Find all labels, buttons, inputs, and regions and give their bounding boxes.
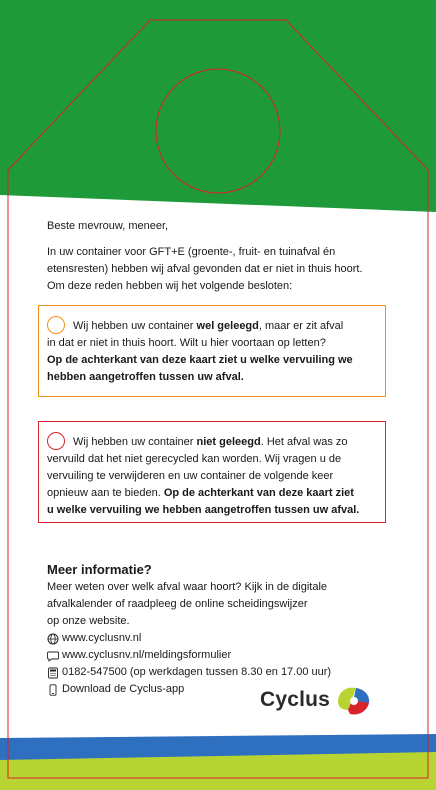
option-not-emptied-box: Wij hebben uw container niet geleegd. Het afval was zo vervuild dat het niet gerecycled kan worden. Wij vragen u de vervuiling te verwijderen en uw container de volgende keer opnieuw aan te bieden. Op de achterkant van deze kaart ziet u welke vervuiling we hebben aangetroffen tussen uw afval.: [38, 421, 386, 523]
contact-app[interactable]: Download de Cyclus-app: [47, 681, 397, 698]
contact-phone[interactable]: 0182-547500 (op werkdagen tussen 8.30 en 17.00 uur): [47, 664, 397, 681]
logo-wordmark: Cyclus: [260, 688, 331, 711]
more-info-section: Meer informatie? Meer weten over welk afval waar hoort? Kijk in de digitale afvalkalender of raadpleeg de online scheidingswijzer op onze website. www.cyclusnv.nl www.cyclusnv.nl/meldingsformulier 0182-547500 (op werkdagen tussen 8.30 en 17.00 uur) Download de Cyclus-app: [47, 561, 397, 698]
contact-form[interactable]: www.cyclusnv.nl/meldingsformulier: [47, 647, 397, 664]
letter-text: [47, 218, 392, 295]
info-heading: Meer informatie?: [47, 562, 152, 577]
contact-website[interactable]: www.cyclusnv.nl: [47, 630, 397, 647]
cyclus-logo-icon: [334, 680, 374, 720]
intro-line: Om deze reden hebben wij het volgende besloten:: [47, 280, 293, 292]
option-emptied-box: Wij hebben uw container wel geleegd, maar er zit afval in dat er niet in thuis hoort. Wilt u hier voortaan op letten? Op de achterkant van deze kaart ziet u welke vervuiling we hebben aangetroffen tussen uw afval.: [38, 305, 386, 397]
greeting: Beste mevrouw, meneer,: [47, 220, 169, 232]
chat-icon: [47, 650, 59, 662]
checkbox-circle[interactable]: [47, 432, 65, 450]
checkbox-circle[interactable]: [47, 316, 65, 334]
intro-line: In uw container voor GFT+E (groente-, fruit- en tuinafval én: [47, 246, 336, 258]
globe-icon: [47, 633, 59, 645]
mobile-icon: [47, 684, 59, 696]
phone-icon: [47, 667, 59, 679]
green-header: [0, 0, 436, 212]
cyclus-logo: [260, 680, 374, 720]
intro-line: etensresten) hebben wij afval gevonden dat er niet in thuis hoort.: [47, 263, 363, 275]
